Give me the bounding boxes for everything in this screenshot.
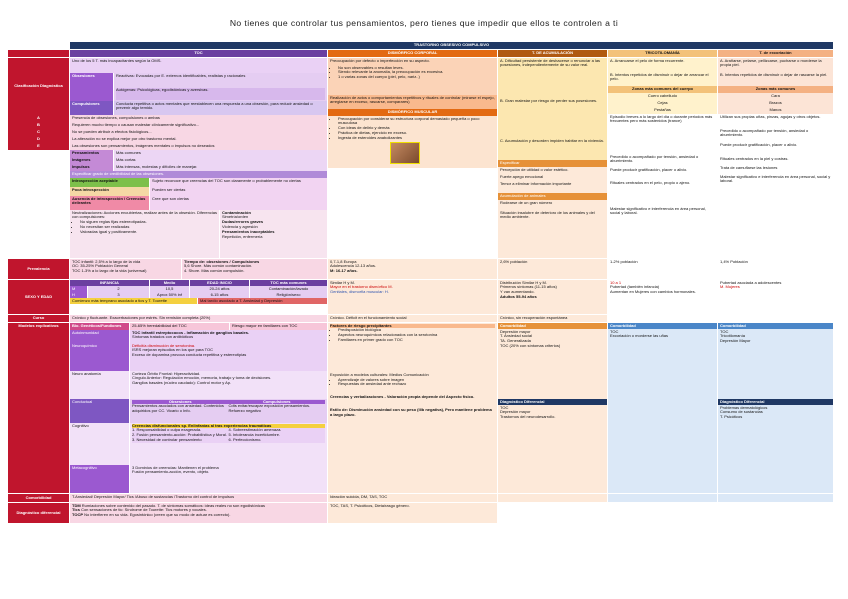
label-prevalencia: Prevalencia [8,259,70,279]
trico-precedido: Precedido o acompañado por tensión, ansiedad o aburrimiento. [608,154,718,167]
prev-dismorfico: 0,7-1,8 Europa [330,259,357,264]
toc-compulsiones-label: Compulsiones [70,101,114,115]
neutral-item: • No necesitan ser realizadas [80,225,217,230]
sexo-head: EDAD INICIO [190,280,250,286]
neutralizacion-text: Neutralizaciones: Acciones encubiertas, realizar antes de la obsesión. Diferencias con compulsiones: [72,210,217,220]
toc-d: La alteración no se explica mejor por otro trastorno mental. [70,136,328,143]
insight-ausencia-desc: Cree que son ciertas [150,196,328,210]
trico-b: B. Intentos repetidos de disminuir o dejar de arrancar el pelo. [608,72,718,86]
muscular-item: • Ingesta de esteroides anabolizantes [338,136,495,141]
toc-e: Las obsesiones son pensamientos, imágenes mentales o impulsos no deseados [70,143,328,150]
prev-toc: OC: 35-25% Población General [72,263,129,269]
trico-a: A. Arrancarse el pelo de forma recurrente. [608,58,718,72]
header-acumulacion: T. DE ACUMULACIÓN [498,50,608,57]
contamin-item: Pensamientos inaceptables [222,228,275,234]
toc-b: Requieren mucho tiempo o causan malestar clínicamente significativo... [70,122,328,129]
toc-reactivas: Reactivas: Evocadas por E. externos identificables, realistas y racionales [116,73,246,78]
label-e: E [8,143,70,150]
dismorfico-muscular-title: DISMÓRFICO MUSCULAR [328,109,498,116]
label-a: A [8,115,70,122]
acumulacion-subtype: Especificar [498,160,608,167]
trico-zona: Cuero cabelludo [608,93,718,100]
acumulacion-item: Fuerte apego emocional [498,174,608,181]
muscular-photo [390,142,420,164]
toc-column [70,58,328,258]
prev-dismorfico: Adolescencia 12-13 años. [330,263,377,269]
insight-aceptable: Introspección aceptable [70,178,150,187]
trico-zona: Pestañas [608,107,718,114]
curso-toc: Crónico y fluctuante. Exacerbaciones por estrés. Sin remisión completa (20%) [70,315,328,322]
header-excoriacion: T. de excoriación [718,50,834,57]
tricotilomania-column [608,58,718,258]
label-comorbilidad: Comorbilidad [8,494,70,502]
exco-zonas-title: Zonas más comunes [718,86,834,93]
tipo-impulsos: Impulsos [70,164,114,171]
main-header: TRASTORNO OBSESIVO COMPULSIVO [70,42,834,49]
prev-dismorfico: M: 16-17 años. [330,268,358,274]
insight-ausencia: Ausencia de introspección / Creencias delirantes [70,196,150,210]
insight-poca-desc: Pueden ser ciertas [150,187,328,196]
exco-utilizan: Utilizan sus propias uñas, pinzas, agujas y otros objetos. [718,114,834,128]
contamin-item: Dudas/errores graves [222,219,264,225]
contamin-item: Simetría/orden [222,214,249,220]
acumulacion-item: Percepción de utilidad o valor estético. [498,167,608,174]
tipo-pensamientos: Pensamientos [70,150,114,157]
prev-exco: 1,4% Población [718,259,834,279]
dismorfico-item: • No son observables o resultan leves. [338,66,495,71]
dismorfico-b: Realización de actos o comportamientos repetitivos y rituales de controlar (mirarse el espejo, arreglarse en exceso, rascarse, comparares) [328,95,498,109]
tipo-imagenes: Imágenes [70,157,114,164]
toc-intro: Uno de los 5 T. más incapacitantes según la OMS. [70,58,328,73]
acumulacion-column [498,58,608,258]
exco-zona: Brazos [718,100,834,107]
contamin-item: Repetición, enfermería [222,233,263,239]
prev-trico: 1-2% población [608,259,718,279]
header-dismorfico: DISMÓRFICO CORPORAL [328,50,498,57]
prev-toc: TOC 1-3% a lo largo de la vida (universal) [72,268,147,274]
sexo-note-left: Comienzo más temprano asociado a tics y T. Tourette [70,298,198,304]
label-diagnostico: Diagnóstico diferencial [8,503,70,523]
exco-zona: Cara [718,93,834,100]
exco-zona: Manos [718,107,834,114]
toc-especificar: Especificar grado de credibilidad de las obsesiones. [70,171,328,178]
prev-tiempo: 5,6 Shore. Más común contaminación. [184,263,253,269]
excoriacion-column [718,58,834,258]
acumulacion-animales-item: Situación insalubre de deterioro de los animales y del medio ambiente. [498,210,608,258]
label-sexo-edad: SEXO Y EDAD [8,280,70,314]
muscular-item: • Preocupación por considerar su estructura corporal demasiado pequeña o poco musculosa [338,117,495,127]
exco-malestar: Malestar significativo e interferencia en área personal, social y laboral. [718,174,834,258]
tipo-impulsos-desc: Más intensas, molestas y difíciles de manejar. [114,164,328,171]
acumulacion-animales-title: Acumulación de animales [498,193,608,200]
prev-acumulacion: 2,6% población [498,259,608,279]
toc-c: No se pueden atribuir a efectos fisiológicos... [70,129,328,136]
contamin-title: Contaminación [222,210,251,215]
tipo-pensamientos-desc: Más comunes [114,150,328,157]
label-c: C [8,129,70,136]
curso-acumulacion: Crónico, sin recuperación espontánea [498,315,608,322]
label-b: B [8,122,70,129]
label-modelos: Modelos explicativos [8,323,70,493]
exco-rituales: Rituales centrados en la piel y costras. [718,156,834,165]
acumulacion-b: B. Gran malestar por riesgo de perder sus posesiones. [498,98,608,138]
insight-aceptable-desc: Sujeto reconoce que creencias del TOC son claramente o probablemente no ciertas [150,178,328,187]
dismorfico-item: • Siendo relevante la anomalía, la preocupación es excesiva. [338,70,495,75]
contamin-item: Violencia y agresión [222,223,258,229]
tipo-imagenes-desc: Más cortas [114,157,328,164]
sexo-note-right: Mal tardío asociado a T. Ansiedad y Depresión [198,298,328,304]
toc-obsesiones-label: Obsesiones [70,73,114,101]
label-d: D [8,136,70,143]
dismorfico-item: • 1 o varias zonas del cuerpo (piel, pelo, nariz..) [338,75,495,80]
trico-zonas-title: Zonas más comunes del cuerpo [608,86,718,93]
trico-episodios: Episodio breves a lo largo del día o durante periodos más frecuentes pero más sostenidos (trance) [608,114,718,154]
acumulacion-animales-item: Rodearse de un gran número [498,200,608,210]
exco-placer: Puede producir gratificación, placer o alivio. [718,142,834,156]
sexo-head: Medio [150,280,190,286]
header-toc: TOC [70,50,328,57]
exco-trata: Trata de camuflarse las lesiones [718,165,834,174]
dismorfico-intro: Preocupación por defecto o imperfección en su aspecto. [328,58,498,65]
prev-tiempo: 4. Shore. Más común compulsión. [184,268,245,274]
curso-dismorfico: Crónico. Déficit en el funcionamiento social [328,315,498,322]
dismorfico-column [328,58,498,258]
prev-tiempo-title: Tiempo de: obsesiones / Compulsiones [184,259,260,264]
exco-precedido: Precedido o acompañado por tensión, ansiedad o aburrimiento. [718,128,834,142]
header-tricotilomania: TRICOTILOMANÍA [608,50,718,57]
page-quote: No tienes que controlar tus pensamientos, pero tienes que impedir que ellos te controlen a ti [229,18,619,28]
trico-rituales: Rituales centrados en el pelo, propio o ajeno. [608,180,718,206]
label-clasificacion: Clasificación Diagnóstica [8,58,70,115]
summary-table: TRASTORNO OBSESIVO COMPULSIVO TOC DISMÓRFICO CORPORAL T. DE ACUMULACIÓN TRICOTILOMANÍA T. de excoriación Clasificación Diagnóstica A B C D E Uno de los 5 T. más incapacitantes según la OMS. Obsesiones Reactivas: Evocadas por E. externos identificables, realistas y racionales Autógenas: Psicológicas, egodistónicas y aversivas. Compulsiones Conducta repetitiva o actos mentales que reestablecen una respuesta a una obsesión, para reducir ansiedad o prevenir algo temido. Presencia de obsesiones, compulsiones o ambas Requieren mucho tiempo o causan malestar clínicamente significativo... No se pueden atribuir a efectos fisiológicos... La alteración no se explica mejor por otro trastorno mental. Las obsesiones son pensamientos, imágenes mentales o impulsos no deseados Pensamientos Más comunes Imágenes Más cortas Impulsos Más intensas, molestas y difíciles de manejar. Especificar grado de credibilidad de las obsesiones. Introspección aceptable Sujeto reconoce que creencias del TOC son claramente o probablemente no ciertas Poca introspección Pueden ser ciertas Ausencia de introspección / Creencias delirantes Cree que son ciertas Neutralizaciones: Acciones encubiertas, realizar antes de la obsesión. Diferencias con compulsiones: • No siguen reglas fijas estereotipadas. • No necesitan ser realizadas • Valoradas igual y positivamente. Contaminación Simetría/orden Dudas/errores graves Violencia y agresión Pensamientos inaceptables Repetición, enfermería Preocupación por defecto o imperfección en su aspecto. • No son observables o resultan leves. • Siendo relevante la anomalía, la preocupación es excesiva. • 1 o varias zonas del cuerpo (piel, pelo, nariz..) Realización de actos o comportamientos repetitivos y rituales de controlar (mirarse el espejo, arreglarse en exceso, rascarse, comparares) DISMÓRFICO MUSCULAR • Preocupación por considerar su estructura corporal demasiado pequeña o poco musculosa • Con ideas de delirio y demás • Práctica de dietas, ejercicio en exceso. • Ingesta de esteroides anabolizantes A. Dificultad persistente de deshacerse o renunciar a las posesiones, independientemente de su valor real. B. Gran malestar por riesgo de perder sus posesiones. C. Acumulación y desorden impiden habitar en la vivienda. Especificar Percepción de utilidad o valor estético. Fuerte apego emocional Temor a eliminar información importante Acumulación de animales Rodearse de un gran número Situación insalubre de deterioro de los animales y del medio ambiente. A. Arrancarse el pelo de forma recurrente. B. Intentos repetidos de disminuir o dejar de arrancar el pelo. Zonas más comunes del cuerpo Cuero cabelludo Cejas Pestañas Episodio breves a lo largo del día o durante periodos más frecuentes pero más sostenidos (trance) Precedido o acompañado por tensión, ansiedad o aburrimiento. Puede producir gratificación, placer o alivio. Rituales centrados en el pelo, propio o ajeno. Malestar significativo e interferencia en área personal, social y laboral. A. Arañarse, pelarse, pellizcarse, pucharse o morderse la propia piel. B. Intentos repetidos de disminuir o dejar de rascarse la piel. Zonas más comunes Cara Brazos Manos Utilizan sus propias uñas, pinzas, agujas y otros objetos. Precedido o acompañado por tensión, ansiedad o aburrimiento. Puede producir gratificación, placer o alivio. Rituales centrados en la piel y costras. Trata de camuflarse las lesiones Malestar significativo e interferencia en área personal, social y laboral. Prevalencia TOC infantil: 2,5% a lo largo de la vida OC: 35-25% Población General TOC 1-3% a lo largo de la vida (universal) Tiempo de: obsesiones / Compulsiones 5,6 Shore. Más común contaminación. 4. Shore. Más común compulsión. 0,7-1,8 Europa Adolescencia 12-13 años. M: 16-17 años. 2,6% población 1-2% población 1,4% Población SEXO Y EDAD INFANCIA Medio EDAD INICIO TOC más comunes M 2 10,5 20-24 años Contaminación/lavado H 3 Aprox 50% inf 6-15 años Religión/sexo Comienzo más temprano asociado a tics y T. Tourette Mal tardío asociado a T. Ansiedad y Depresión Similar H y M. Mayor en el trastorno dismórfico M. Genitales, dismorfia muscular: H. Distribución Similar H y M. Primeros síntomas (11-15 años) Y van aumentando. Adultos 55-94 años 10 a 1 Pubertad (también infancia) Aumentan en Mujeres con cambios hormonales. Pubertad asociada a adolescentes M. Mujeres Curso Crónico y fluctuante. Exacerbaciones por estrés. Sin remisión completa (20%) Crónico. Déficit en el funcionamiento social Crónico, sin recuperación espontánea Modelos explicativos Bio. Genéticos/Fundiones 25-65% heredabilidad del TOC Riesgo mayor en familiares con TOC Autoinmunidad TOC infantil estreptococos - Inflamación de ganglios basales. Síntomas tratados con antibióticos Neuroquímico Déficit/a disminución de serotonina. ISRS mejoran episodios en los que para TOC Exceso de dopamina provoca conducta repetitiva y estereotipias Neuro anatomía Corteza Órbito Frontal: Hiperactividad. Cíngulo Anterior: Regulación emoción, memoria, trabajo y toma de decisiones. Ganglios basales (núcleo caudado): Control motor y Ap. Conductual Obsesiones Compulsiones Pensamientos asociados con ansiedad. Contenidos adquiridos por CC. Vicario o Info. Cdts evitar/escapar exposición pensamientos. Refuerzo negativo Cognitivo Creencias disfuncionales sp. Enlinfanías al tras experiencias traumáticas 1. Responsabilidad o culpa exagerada. 4. Sobreestimación amenaza. 2. Fusión pensamiento-acción: Probabilística y Moral. 5. Intolerancia incertidumbre. 3. Necesidad de controlar pensamiento 6. Perfeccionismo. Metacognitivo 3 Dominios de creencias: Mantienen el problema Fusión pensamiento-acción, evento, objeto. Factores de riesgo precipitantes • Predisposición biológica • Aspectos neuroquímicos relacionados con la serotonina • Familiares en primer grado con TOC Exposición a modelos culturales: Medios Comunicación • Aprendizaje de valores sobre imagen • Respuestas de ansiedad ante rechazo Creencias y verbalizaciones - Valoración propia depende del Aspecto físico. Estilo de: Disminución ansiedad con su peso (lllb negativa), Pero mantiene problema a largo plazo. Comorbilidad Depresión mayor T. Ansiedad social TA. Generalizada TOC (20% con síntomas criterios) Diagnóstico Diferencial TOC Depresión mayor Trastornos del neurodesarrollo. Comorbilidad TOC Excoriación o morderse las uñas Comorbilidad TOC Tricotilomanía Depresión Mayor Diagnóstico Diferencial Problemas dermatológicos Consumo de sustancias T. Psicóticos Comorbilidad T.Ansiedad/ Depresión Mayor/ Tics /Abuso de sustancias /Trastorno del control de impulsos Ideación suicida, DM, TAS, TOC Diagnóstico diferencial TDM Rumiaciones sobre contenido del pasado. T. de síntomas somáticos: ideas reales no son egodistónicas Tics Con sensaciones de tic: Síndrome de Tourette: Tics motores y vocales. TOCP No interfieren en su vida. Egosintónico (creen que su modo de actuar es correcto). TOC, TAS, T. Psicóticos, Dieta/rasgo género. [8,42,834,524]
insight-poca: Poca introspección [70,187,150,196]
muscular-item: • Práctica de dietas, ejercicio en exceso. [338,131,495,136]
neutral-item: • Valoradas igual y positivamente. [80,230,217,235]
toc-a: Presencia de obsesiones, compulsiones o ambas [70,115,328,122]
trico-placer: Puede producir gratificación, placer o alivio. [608,167,718,180]
label-curso: Curso [8,315,70,322]
muscular-item: • Con ideas de delirio y demás [338,126,495,131]
trico-zona: Cejas [608,100,718,107]
trico-malestar: Malestar significativo e interferencia en área personal, social y laboral. [608,206,718,258]
exco-a: A. Arañarse, pelarse, pellizcarse, pucharse o morderse la propia piel. [718,58,834,72]
acumulacion-c: C. Acumulación y desorden impiden habitar en la vivienda. [498,138,608,160]
acumulacion-a: A. Dificultad persistente de deshacerse o renunciar a las posesiones, independientemente de su valor real. [498,58,608,98]
exco-b: B. Intentos repetidos de disminuir o dejar de rascarse la piel. [718,72,834,86]
toc-compulsiones-text: Conducta repetitiva o actos mentales que reestablecen una respuesta a una obsesión, para reducir ansiedad o prevenir algo temido. [114,101,328,115]
sexo-head: INFANCIA [70,280,150,286]
sexo-head: TOC más comunes [250,280,328,286]
prev-toc: TOC infantil: 2,5% a lo largo de la vida [72,259,141,264]
neutral-item: • No siguen reglas fijas estereotipadas. [80,220,217,225]
acumulacion-item: Temor a eliminar información importante [498,181,608,193]
toc-autogenas: Autógenas: Psicológicas, egodistónicas y aversivas. [116,88,325,100]
